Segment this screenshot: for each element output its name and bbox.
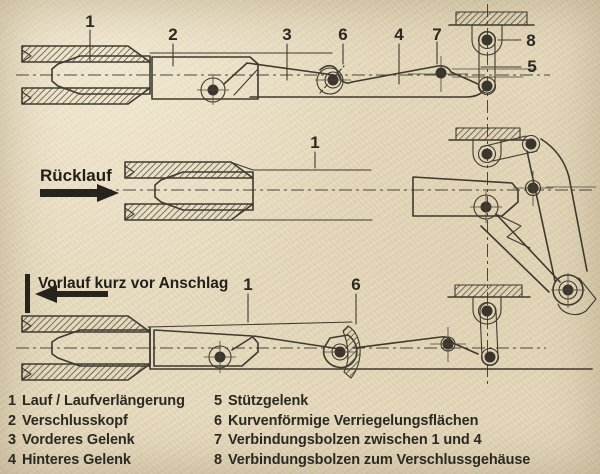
housing-pin-8 [482, 149, 493, 160]
legend-item-5 [214, 392, 530, 412]
legend-num: 7 [214, 432, 222, 448]
callout-6: 6 [351, 275, 361, 294]
callout-6: 6 [338, 25, 348, 44]
callout-8: 8 [526, 31, 536, 50]
barrel-extension-rails [233, 163, 372, 220]
legend-label: Kurvenförmige Verriegelungsflächen [227, 412, 479, 429]
housing-pin-8 [482, 35, 493, 46]
right-arrow-icon [40, 184, 119, 202]
rear-link [354, 337, 478, 354]
callout-3: 3 [282, 25, 292, 44]
stop-bar [25, 274, 30, 313]
legend-label: Lauf / Laufverlängerung [21, 393, 185, 409]
callout-5: 5 [527, 57, 537, 76]
knee-pivot [315, 66, 352, 94]
receiver-rail [148, 322, 352, 327]
legend-num: 4 [8, 451, 16, 468]
receiver-mount [448, 285, 530, 324]
legend-col-left [8, 392, 206, 470]
legend-num: 5 [214, 393, 222, 409]
support-link [452, 32, 537, 95]
legend-col-right [214, 392, 530, 470]
view-locked [16, 12, 550, 105]
legend-num: 8 [214, 451, 222, 468]
callout-7: 7 [432, 25, 442, 44]
legend-label: Stützgelenk [227, 393, 309, 409]
forward-label: Vorlauf kurz vor Anschlag [38, 275, 229, 292]
support-pin-5 [482, 81, 493, 92]
front-link-folded [481, 214, 560, 292]
legend-label: Hinteres Gelenk [21, 451, 131, 468]
receiver-mount [449, 128, 528, 167]
legend-label: Vorderes Gelenk [21, 432, 135, 448]
knee-pivot [324, 326, 361, 378]
lower-rail [250, 88, 485, 97]
support-pin-5 [526, 139, 537, 150]
legend-num: 3 [8, 432, 16, 448]
legend-num: 6 [214, 412, 222, 429]
callout-2: 2 [168, 25, 178, 44]
legend-label: Verbindungsbolzen zwischen 1 und 4 [227, 432, 482, 448]
legend-num: 1 [8, 393, 16, 409]
bolt-head [152, 57, 258, 105]
legend-item-6 [214, 412, 530, 432]
legend-label: Verbindungsbolzen zum Verschlussgehäuse [227, 451, 531, 468]
legend-label: Verschlusskopf [21, 412, 128, 429]
legend-item-2 [8, 412, 206, 432]
legend-item-7 [214, 431, 530, 451]
bolt-head [413, 177, 518, 223]
view-forward-run [16, 274, 592, 380]
callout-4: 4 [394, 25, 404, 44]
callout-1: 1 [85, 12, 95, 31]
rear-link-folded [527, 139, 596, 315]
connecting-pin-7 [436, 68, 447, 79]
legend [0, 392, 600, 470]
barrel-section [125, 162, 253, 220]
callout-1: 1 [310, 133, 320, 152]
bolt-head [154, 330, 258, 373]
callout-1: 1 [243, 275, 253, 294]
support-link [479, 303, 499, 366]
recoil-label: Rücklauf [40, 166, 112, 185]
legend-item-8 [214, 451, 530, 471]
legend-item-4 [8, 451, 206, 471]
legend-num: 2 [8, 412, 16, 429]
legend-item-1 [8, 392, 206, 412]
housing-pin-8 [482, 306, 493, 317]
legend-item-3 [8, 431, 206, 451]
callout-leaders [248, 294, 356, 324]
support-pin-5 [485, 352, 496, 363]
